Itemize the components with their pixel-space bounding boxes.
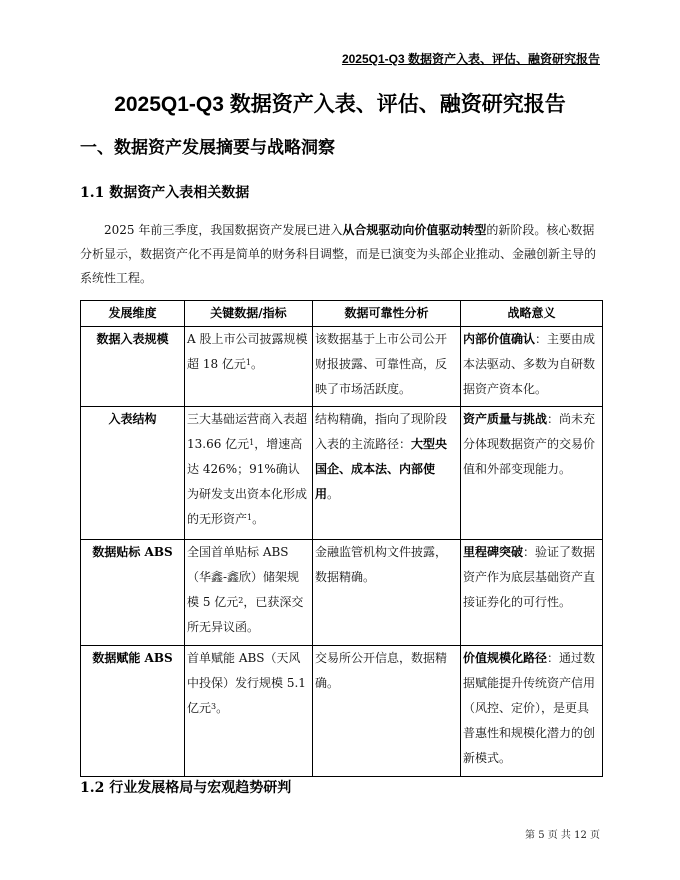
footnote-ref: 1 [245, 358, 251, 367]
row-strategy [461, 540, 603, 646]
row-strategy [461, 327, 603, 407]
metric-text: ，增速高达 426%；91%确认为研发支出资本化形成的无形资产 [187, 437, 308, 526]
column-header-reliability: 数据可靠性分析 [313, 301, 461, 327]
reliability-tail: 。 [327, 487, 340, 501]
footnote-ref: 1 [247, 513, 253, 522]
subsection-heading-1-2: 1.2 行业发展格局与宏观趋势研判 [80, 780, 292, 796]
strategy-emphasis: 价值规模化路径 [463, 651, 548, 665]
intro-emphasis: 从合规驱动向价值驱动转型 [342, 223, 487, 237]
strategy-emphasis: 内部价值确认 [463, 332, 536, 346]
row-metric [185, 407, 313, 540]
row-dimension: 数据入表规模 [81, 327, 185, 407]
table-header-row [81, 301, 603, 327]
running-header: 2025Q1-Q3 数据资产入表、评估、融资研究报告 [341, 52, 600, 66]
footnote-ref: 2 [238, 596, 244, 605]
page-number: 第 5 页 共 12 页 [525, 830, 600, 841]
section-heading-1: 一、数据资产发展摘要与战略洞察 [80, 138, 335, 158]
footnote-ref: 1 [249, 438, 255, 447]
row-reliability [313, 407, 461, 540]
strategy-emphasis: 里程碑突破 [463, 545, 524, 559]
metric-tail: 。 [251, 357, 264, 371]
metric-tail: 。 [216, 701, 229, 715]
row-reliability: 金融监管机构文件披露，数据精确。 [313, 540, 461, 646]
row-dimension: 入表结构 [81, 407, 185, 540]
data-asset-table [80, 300, 603, 777]
table-row [81, 646, 603, 777]
column-header-strategy: 战略意义 [461, 301, 603, 327]
table-row [81, 540, 603, 646]
metric-text: A 股上市公司披露规模超 18 亿元 [187, 332, 308, 371]
metric-text: 全国首单贴标 ABS（华鑫-鑫欣）储架规模 5 亿元 [187, 545, 300, 609]
subsection-heading-1-1: 1.1 数据资产入表相关数据 [80, 185, 250, 201]
footnote-ref: 3 [211, 702, 217, 711]
row-reliability: 该数据基于上市公司公开财报披露、可靠性高，反映了市场活跃度。 [313, 327, 461, 407]
intro-text-after: 的新阶段。核心数据分析显示，数据资产化不再是简单的财务科目调整，而是已演变为头部企业推动、金融创新主导的系统性工程。 [80, 223, 597, 285]
strategy-text: ：主要由成本法驱动、多数为自研数据资产资本化。 [463, 332, 596, 396]
row-strategy [461, 407, 603, 540]
table-row [81, 407, 603, 540]
row-metric [185, 327, 313, 407]
strategy-text: ：通过数据赋能提升传统资产信用（风控、定价），是更具普惠性和规模化潜力的创新模式。 [463, 651, 596, 765]
reliability-text: 结构精确，指向了现阶段入表的主流路径： [315, 412, 448, 451]
metric-tail: 。 [252, 512, 265, 526]
intro-text-before: 2025 年前三季度，我国数据资产发展已进入 [104, 223, 343, 237]
strategy-text: ：尚未充分体现数据资产的交易价值和外部变现能力。 [463, 412, 596, 476]
column-header-dimension: 发展维度 [81, 301, 185, 327]
row-metric [185, 540, 313, 646]
row-reliability: 交易所公开信息，数据精确。 [313, 646, 461, 777]
table-row [81, 327, 603, 407]
metric-tail: ，已获深交所无异议函。 [187, 595, 304, 634]
row-metric [185, 646, 313, 777]
metric-text: 首单赋能 ABS（天风中投保）发行规模 5.1 亿元 [187, 651, 306, 715]
intro-paragraph [80, 218, 602, 290]
column-header-metric: 关键数据/指标 [185, 301, 313, 327]
strategy-text: ：验证了数据资产作为底层基础资产直接证券化的可行性。 [463, 545, 596, 609]
row-dimension: 数据赋能 ABS [81, 646, 185, 777]
row-strategy [461, 646, 603, 777]
document-title: 2025Q1-Q3 数据资产入表、评估、融资研究报告 [114, 93, 566, 116]
metric-text: 三大基础运营商入表超 13.66 亿元 [187, 412, 308, 451]
reliability-emphasis: 大型央国企、成本法、内部使用 [315, 437, 448, 501]
strategy-emphasis: 资产质量与挑战 [463, 412, 548, 426]
row-dimension: 数据贴标 ABS [81, 540, 185, 646]
